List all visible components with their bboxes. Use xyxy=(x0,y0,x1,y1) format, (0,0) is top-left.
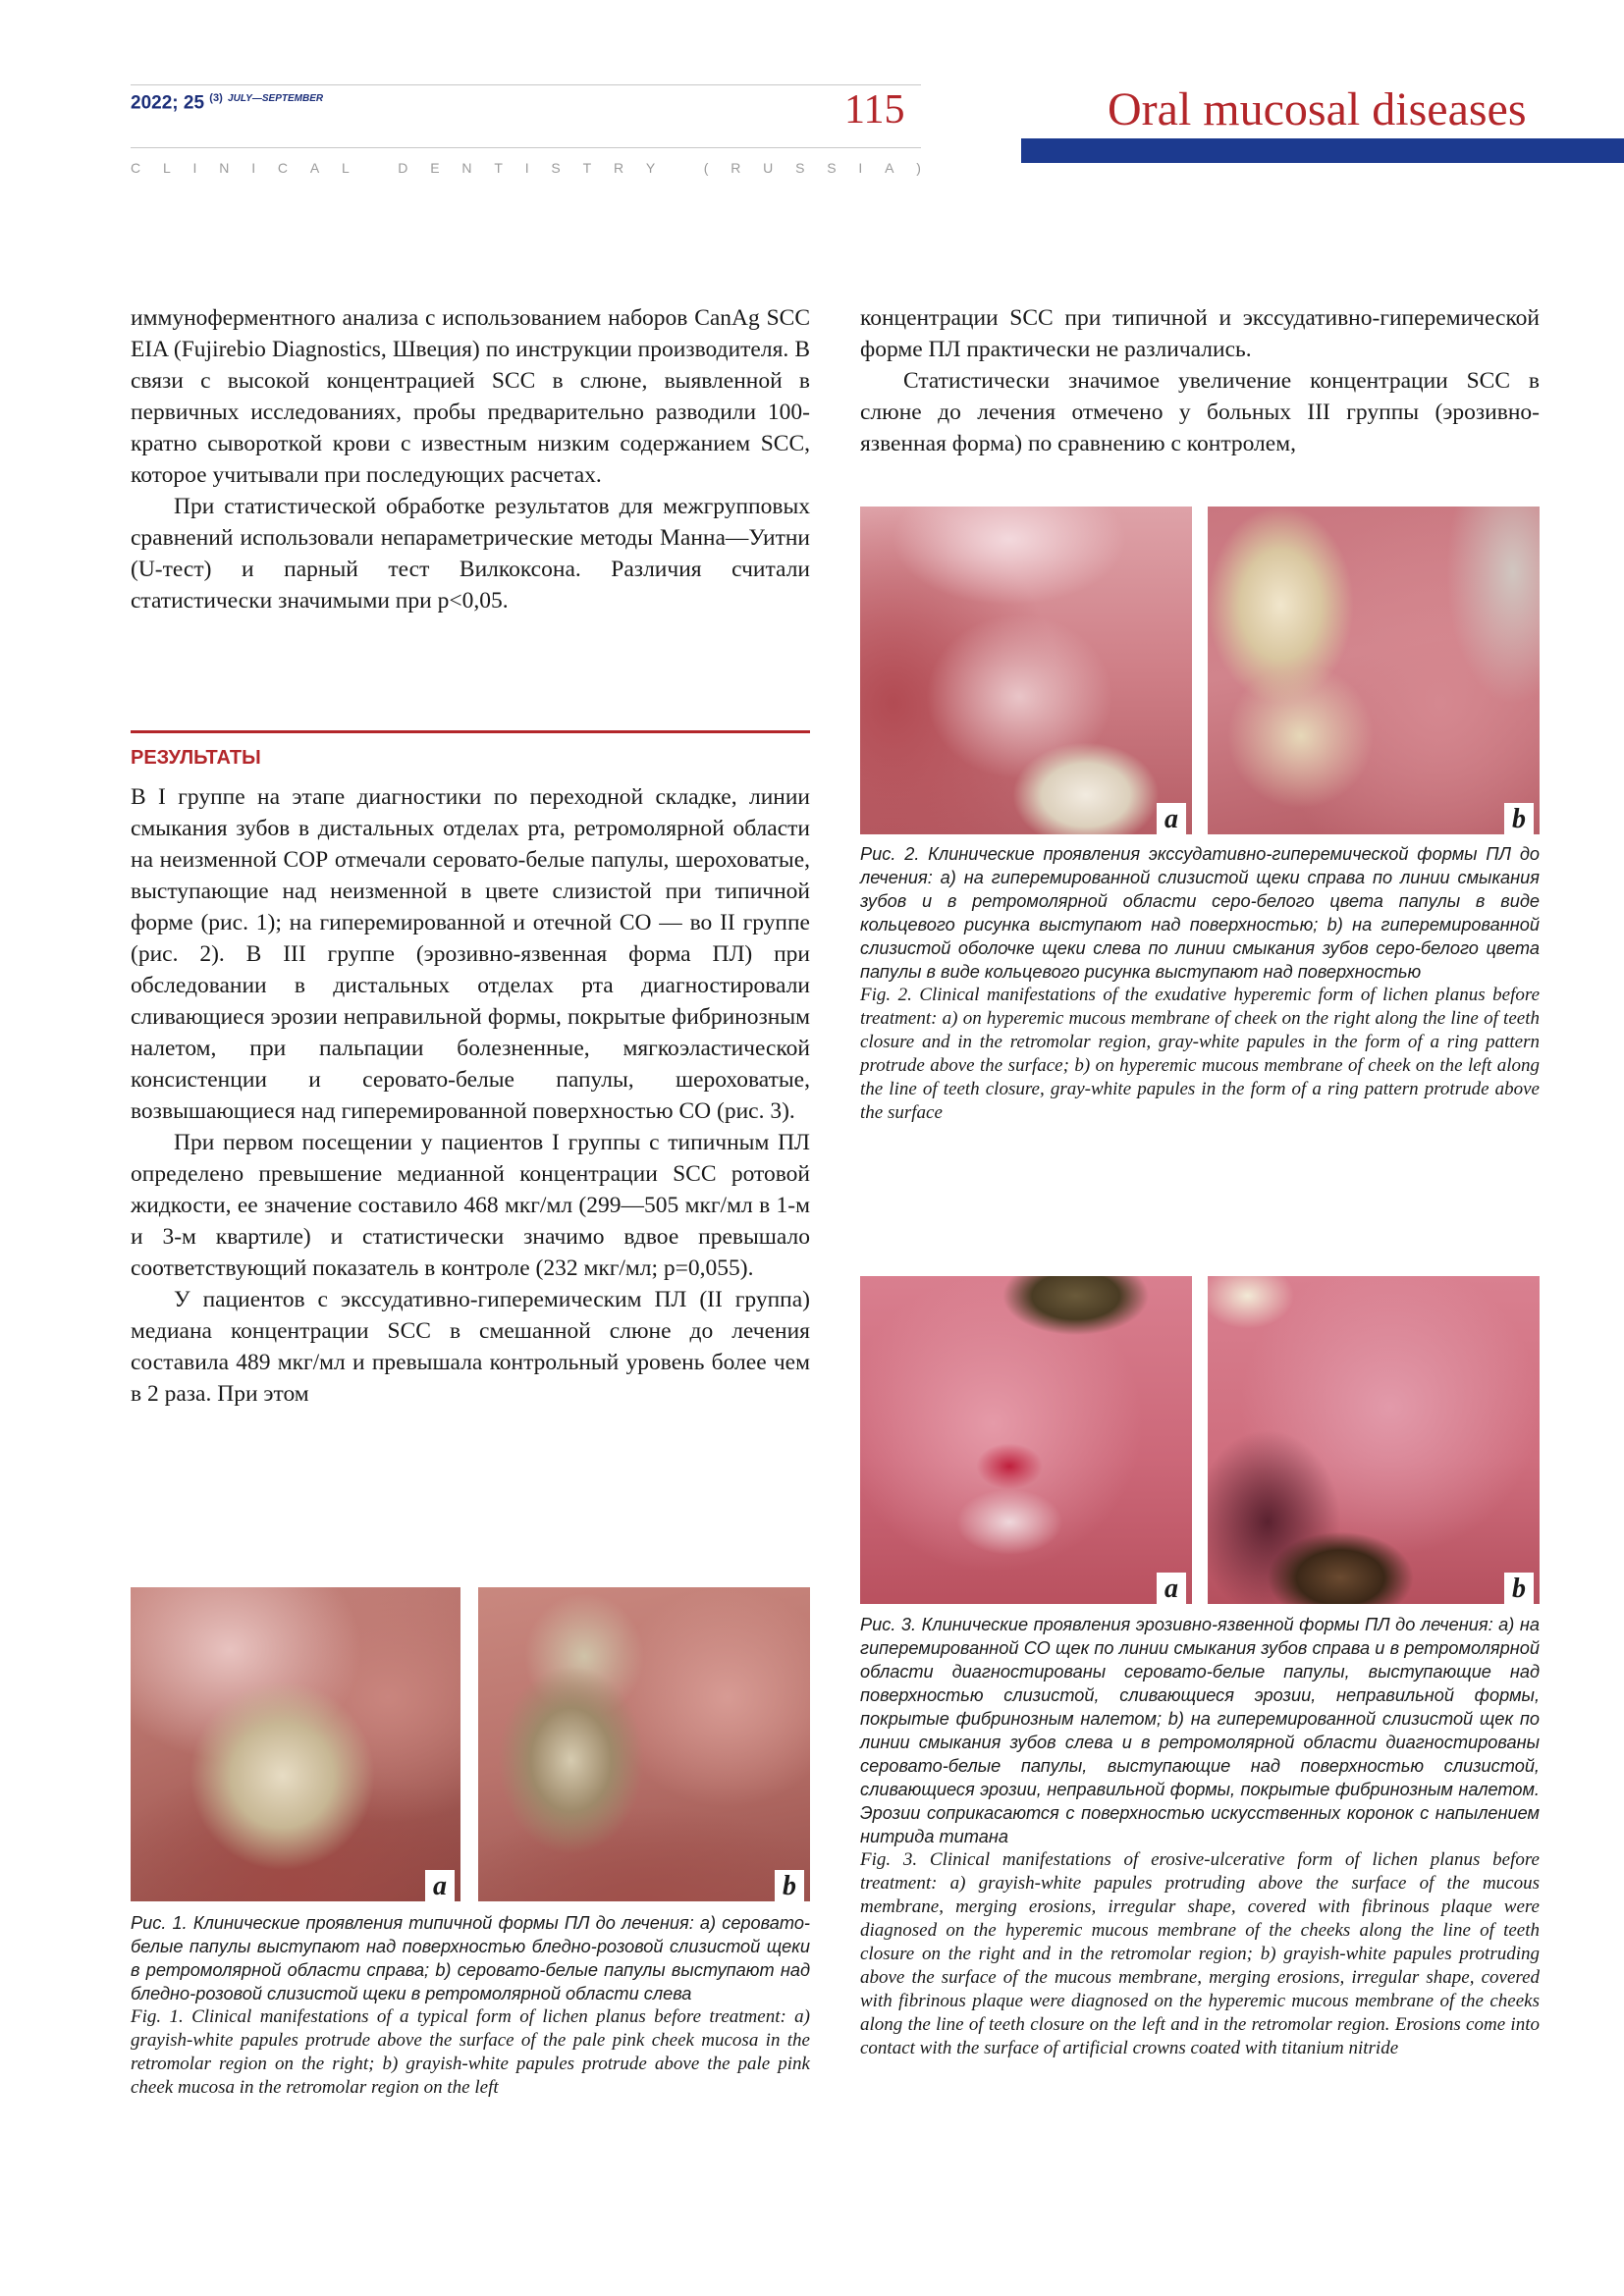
figure-label-b: b xyxy=(1504,803,1534,834)
journal-letter xyxy=(677,160,681,176)
journal-letter: T xyxy=(494,160,503,176)
figure-2a-photo xyxy=(860,507,1192,834)
paragraph: концентрации SCC при типичной и экссудативно-гиперемической форме ПЛ практически не различались. xyxy=(860,305,1540,362)
journal-letter: I xyxy=(192,160,197,176)
results-section xyxy=(131,730,810,1410)
figure-label-a: a xyxy=(1157,1573,1186,1604)
journal-letter: R xyxy=(731,160,741,176)
figure-3a-photo xyxy=(860,1276,1192,1604)
issue-period: JULY—SEPTEMBER xyxy=(228,93,324,104)
figure-3b-photo xyxy=(1208,1276,1540,1604)
paragraph: При статистической обработке результатов для межгрупповых сравнений использовали непараметрические методы Манна—Уитни (U-тест) и парный тест Вилкоксона. Различия считали статистически значимыми при p<0,05. xyxy=(131,494,810,614)
figure-label-a: a xyxy=(425,1870,455,1901)
issue-year-volume: 2022; 25 xyxy=(131,92,205,114)
figure-2-caption xyxy=(860,842,1540,1125)
journal-letter: N xyxy=(219,160,230,176)
figure-label-b: b xyxy=(775,1870,804,1901)
journal-letter: D xyxy=(398,160,408,176)
header-top-rule xyxy=(131,84,921,85)
figure-label-a: a xyxy=(1157,803,1186,834)
paragraph: При первом посещении у пациентов I группы с типичным ПЛ определено превышение медианной концентрации SCC ротовой жидкости, ее значение составило 468 мкг/мл (299—505 мкг/мл в 1-м и 3-м квартиле) и статистически значимо вдвое превышало соответствующий показатель в контроле (232 мкг/мл; p=0,055). xyxy=(131,1130,810,1281)
results-text xyxy=(131,781,810,1410)
journal-letter: I xyxy=(524,160,529,176)
paragraph: иммуноферментного анализа с использованием наборов CanAg SCC EIA (Fujirebio Diagnostics, Швеция) по инструкции производителя. В связи с высокой концентрацией SCC в слюне, выявленной в первичных исследованиях, пробы предварительно разводили 100-кратно сывороткой крови с известным низким содержанием SCC, которое учитывали при последующих расчетах. xyxy=(131,305,810,488)
section-rule xyxy=(131,730,810,733)
paragraph: У пациентов с экссудативно-гиперемическим ПЛ (II группа) медиана концентрации SCC в смешанной слюне до лечения составила 489 мкг/мл и превышала контрольный уровень более чем в 2 раза. При этом xyxy=(131,1287,810,1407)
journal-letter: L xyxy=(162,160,171,176)
journal-letter: ) xyxy=(916,160,921,176)
figure-3-caption xyxy=(860,1613,1540,2060)
caption-ru: Рис. 2. Клинические проявления экссудативно-гиперемической формы ПЛ до лечения: а) на гиперемированной слизистой щеки справа по линии смыкания зубов и в ретромолярной области серо-белого цвета папулы в виде кольцевого рисунка выступают над поверхностью; b) на гиперемированной слизистой оболочке щеки слева по линии смыкания зубов серо-белого цвета папулы в виде кольцевого рисунка выступают над поверхностью xyxy=(860,844,1540,982)
caption-ru: Рис. 3. Клинические проявления эрозивно-язвенной формы ПЛ до лечения: а) на гиперемированной СО щек по линии смыкания зубов справа и в ретромолярной области диагностированы серовато-белые папулы, выступающие над поверхностью слизистой, сливающиеся эрозии, неправильной формы, покрытые фибринозным налетом; b) на гиперемированной слизистой щек по линии смыкания зубов слева и в ретромолярной области диагностированы серовато-белые папулы, выступающие над поверхностью слизистой, сливающиеся эрозии, неправильной формы, покрытые фибринозным налетом. Эрозии соприкасаются с поверхностью искусственных коронок с напылением нитрида титана xyxy=(860,1615,1540,1846)
header-bottom-rule xyxy=(131,147,921,148)
journal-letter: C xyxy=(131,160,141,176)
results-heading: РЕЗУЛЬТАТЫ xyxy=(131,747,261,769)
caption-en: Fig. 3. Clinical manifestations of erosive-ulcerative form of lichen planus before treatment: a) grayish-white papules protruding above the surface of the mucous membrane, merging erosions, irregular shape, covered with fibrinous plaque were diagnosed on the hyperemic mucous membrane of the cheeks along the line of teeth closure on the right and in the retromolar region; b) grayish-white papules protruding above the surface of the mucous membrane, merging erosions, irregular shape, covered with fibrinous plaque were diagnosed on the hyperemic mucous membrane of the cheeks along the line of teeth closure on the left and in the retromolar region. Erosions come into contact with the surface of artificial crowns coated with titanium nitride xyxy=(860,1849,1540,2058)
section-color-bar xyxy=(1021,138,1624,163)
journal-letter: T xyxy=(582,160,592,176)
journal-letter: S xyxy=(795,160,805,176)
right-column-text xyxy=(860,302,1540,459)
issue-number: (3) xyxy=(209,92,223,104)
journal-letter: Y xyxy=(645,160,656,176)
journal-letter: ( xyxy=(703,160,709,176)
left-column-methods xyxy=(131,302,810,616)
journal-letter: S xyxy=(827,160,837,176)
figure-2b-photo xyxy=(1208,507,1540,834)
journal-letter xyxy=(372,160,376,176)
journal-letter: R xyxy=(613,160,624,176)
journal-letter: C xyxy=(277,160,289,176)
figure-label-b: b xyxy=(1504,1573,1534,1604)
journal-letter: E xyxy=(430,160,440,176)
caption-ru: Рис. 1. Клинические проявления типичной формы ПЛ до лечения: а) серовато-белые папулы выступают над поверхностью бледно-розовой слизистой щеки в ретромолярной области справа; b) серовато-белые папулы выступают над бледно-розовой слизистой щеки в ретромолярной области слева xyxy=(131,1913,810,2003)
section-title: Oral mucosal diseases xyxy=(1108,83,1527,135)
journal-name xyxy=(131,160,921,176)
paragraph: Статистически значимое увеличение концентрации SCC в слюне до лечения отмечено у больных III группы (эрозивно-язвенная форма) по сравнению с контролем, xyxy=(860,368,1540,456)
journal-letter: A xyxy=(885,160,894,176)
journal-letter: L xyxy=(341,160,350,176)
page-number: 115 xyxy=(844,87,905,133)
journal-letter: I xyxy=(858,160,863,176)
journal-letter: U xyxy=(763,160,774,176)
journal-letter: I xyxy=(251,160,256,176)
issue-info xyxy=(131,92,323,114)
caption-en: Fig. 1. Clinical manifestations of a typical form of lichen planus before treatment: a) grayish-white papules protrude above the surface of the pale pink cheek mucosa in the retromolar region on the right; b) grayish-white papules protrude above the pale pink cheek mucosa in the retromolar region on the left xyxy=(131,2006,810,2098)
caption-en: Fig. 2. Clinical manifestations of the exudative hyperemic form of lichen planus before treatment: a) on hyperemic mucous membrane of cheek on the right along the line of teeth closure and in the retromolar region, gray-white papules in the form of a ring pattern protrude above the surface; b) on hyperemic mucous membrane of cheek on the left along the line of teeth closure, gray-white papules in the form of a ring pattern protrude above the surface xyxy=(860,985,1540,1123)
figure-1b-photo xyxy=(478,1587,810,1901)
figure-1a-photo xyxy=(131,1587,460,1901)
journal-letter: N xyxy=(461,160,472,176)
journal-letter: A xyxy=(309,160,320,176)
figure-1-caption xyxy=(131,1911,810,2100)
journal-letter: S xyxy=(551,160,561,176)
paragraph: В I группе на этапе диагностики по переходной складке, линии смыкания зубов в дистальных отделах рта, ретромолярной области на неизменной СОР отмечали серовато-белые папулы, шероховатые, выступающие над неизменной в цвете слизистой при типичной форме (рис. 1); на гиперемированной и отечной СО — во II группе (рис. 2). В III группе (эрозивно-язвенная форма ПЛ) при обследовании в дистальных отделах рта диагностировали сливающиеся эрозии неправильной формы, покрытые фибринозным налетом, при пальпации болезненные, мягкоэластической консистенции и серовато-белые папулы, шероховатые, возвышающиеся над гиперемированной поверхностью СО (рис. 3). xyxy=(131,784,810,1124)
